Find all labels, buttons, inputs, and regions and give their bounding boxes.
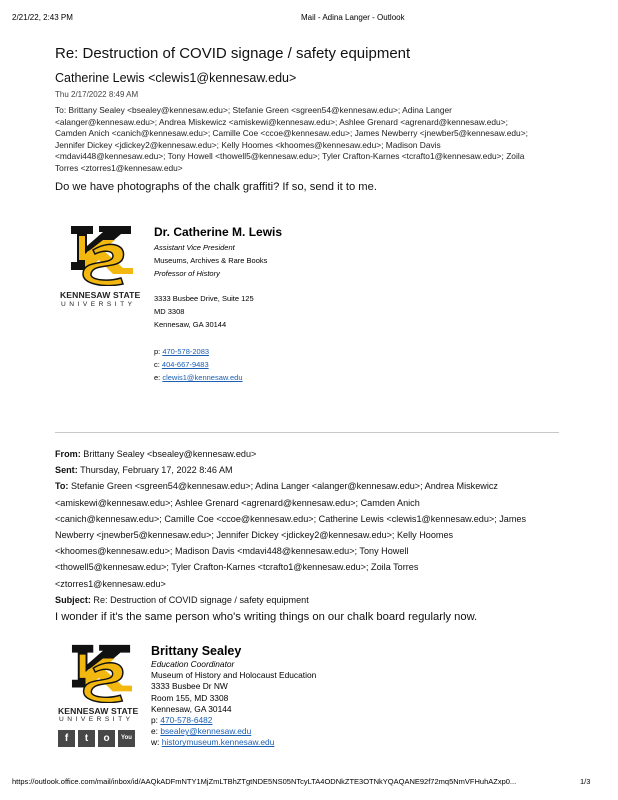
divider xyxy=(55,432,559,433)
forwarded-header xyxy=(55,446,565,608)
sig-web xyxy=(151,737,316,748)
email-link[interactable]: clewis1@kennesaw.edu xyxy=(162,373,243,382)
fwd-to-line: <canich@kennesaw.edu>; Camille Coe <ccoe@kennesaw.edu>; Catherine Lewis <clewis1@kennesaw.edu>; James xyxy=(55,513,527,524)
facebook-icon[interactable]: f xyxy=(58,730,75,747)
fwd-to-line: <khoomes@kennesaw.edu>; Madison Davis <mdavi448@kennesaw.edu>; Tony Howell xyxy=(55,546,409,557)
sig-address-line: MD 3308 xyxy=(154,307,185,316)
sent-value: Thursday, February 17, 2022 8:46 AM xyxy=(77,465,233,476)
recipients-line: Camden Anich <canich@kennesaw.edu>; Camille Coe <ccoe@kennesaw.edu>; James Newberry <jnewber5@kennesaw.edu>; xyxy=(55,128,528,139)
ksu-logo-mark-icon xyxy=(63,641,141,703)
from-label: From: xyxy=(55,449,81,459)
page-number: 1/3 xyxy=(580,777,591,786)
ksu-logo-text: KENNESAW STATE xyxy=(58,706,139,716)
email-sender[interactable]: Catherine Lewis <clewis1@kennesaw.edu> xyxy=(55,71,297,85)
sig1-contacts xyxy=(154,345,243,384)
print-url: https://outlook.office.com/mail/inbox/id/AAQkADFmNTY1MjZmLTBhZTgtNDE5NS05NTcyLTA4ODNkZTE3OTNkYQAQANE92f72mq5NmVFHuhAZxp0... xyxy=(12,777,517,786)
phone-link[interactable]: 470-578-2083 xyxy=(162,347,210,356)
sent-label: Sent: xyxy=(55,465,78,476)
sig-email xyxy=(154,371,243,384)
phone-label: p: xyxy=(154,347,163,356)
print-timestamp: 2/21/22, 2:43 PM xyxy=(12,13,73,22)
sig-address-line: Kennesaw, GA 30144 xyxy=(151,703,232,714)
fwd-to-line: <thowell5@kennesaw.edu>; Tyler Crafton-Karnes <tcrafto1@kennesaw.edu>; Zoila Torres xyxy=(55,562,419,573)
email-label: e: xyxy=(154,373,163,382)
sig-address-line: 3333 Busbee Drive, Suite 125 xyxy=(154,294,254,303)
sig-phone xyxy=(151,715,316,726)
phone-link[interactable]: 470-578-6482 xyxy=(160,715,213,726)
to-label: To: xyxy=(55,481,69,492)
signature2 xyxy=(151,644,316,749)
youtube-icon[interactable]: You xyxy=(118,730,135,747)
ksu-logo-text: KENNESAW STATE xyxy=(60,290,141,300)
subject-label: Subject: xyxy=(55,594,91,605)
ksu-logo xyxy=(63,222,141,286)
sig-name: Brittany Sealey xyxy=(151,644,242,658)
sig-email xyxy=(151,726,316,737)
sig1-address xyxy=(154,292,254,331)
ksu-logo-subtext: UNIVERSITY xyxy=(59,716,134,723)
sig-name: Dr. Catherine M. Lewis xyxy=(154,225,283,239)
sig-address-line: Room 155, MD 3308 xyxy=(151,692,229,703)
ksu-logo-subtext: UNIVERSITY xyxy=(61,301,136,308)
email-link[interactable]: bsealey@kennesaw.edu xyxy=(160,726,252,737)
fwd-to-line: Newberry <jnewber5@kennesaw.edu>; Jennifer Dickey <jdickey2@kennesaw.edu>; Kelly Hoomes xyxy=(55,530,454,541)
email-label: e: xyxy=(151,726,161,737)
cell-label: c: xyxy=(154,360,162,369)
cell-link[interactable]: 404-667-9483 xyxy=(161,360,209,369)
web-label: w: xyxy=(151,737,162,748)
email-recipients xyxy=(55,105,563,175)
sig-address-line: Kennesaw, GA 30144 xyxy=(154,320,227,329)
fwd-to-line: <ztorres1@kennesaw.edu> xyxy=(55,578,166,589)
fwd-subject xyxy=(55,592,565,608)
sig2-details xyxy=(151,659,316,749)
ksu-logo xyxy=(63,641,141,703)
recipients-line: Torres <ztorres1@kennesaw.edu> xyxy=(55,162,183,173)
sig-address-line: 3333 Busbee Dr NW xyxy=(151,681,228,692)
print-title: Mail - Adina Langer - Outlook xyxy=(301,13,405,22)
twitter-icon[interactable]: t xyxy=(78,730,95,747)
fwd-to-line: <amiskewi@kennesaw.edu>; Ashlee Grenard <agrenard@kennesaw.edu>; Camden Anich xyxy=(55,497,420,508)
sig-title: Assistant Vice President xyxy=(154,243,235,252)
email-body: Do we have photographs of the chalk graffiti? If so, send it to me. xyxy=(55,181,377,193)
from-value: Brittany Sealey <bsealey@kennesaw.edu> xyxy=(80,449,257,459)
fwd-from xyxy=(55,446,565,462)
sig-title: Education Coordinator xyxy=(151,659,235,669)
signature1 xyxy=(154,225,282,280)
recipients-line: To: Brittany Sealey <bsealey@kennesaw.edu>; Stefanie Green <sgreen54@kennesaw.edu>; Adina Langer xyxy=(55,105,452,115)
to-value: Stefanie Green <sgreen54@kennesaw.edu>; Adina Langer <alanger@kennesaw.edu>; Andrea Miskewicz xyxy=(68,481,498,492)
social-icons xyxy=(58,730,135,747)
ksu-logo-mark-icon xyxy=(63,222,141,286)
email-date: Thu 2/17/2022 8:49 AM xyxy=(55,90,139,99)
sig-phone xyxy=(154,345,243,358)
fwd-to xyxy=(55,478,565,494)
fwd-sent xyxy=(55,462,565,478)
email-subject: Re: Destruction of COVID signage / safety equipment xyxy=(55,45,411,62)
sig-org: Museum of History and Holocaust Education xyxy=(151,670,317,681)
phone-label: p: xyxy=(151,715,161,726)
sig-role: Professor of History xyxy=(154,269,220,278)
forwarded-body: I wonder if it's the same person who's writing things on our chalk board regularly now. xyxy=(55,611,478,623)
web-link[interactable]: historymuseum.kennesaw.edu xyxy=(161,737,275,748)
recipients-line: <mdavi448@kennesaw.edu>; Tony Howell <thowell5@kennesaw.edu>; Tyler Crafton-Karnes <tcrafto1@kennesaw.edu>; Zoila xyxy=(55,151,525,162)
recipients-line: <alanger@kennesaw.edu>; Andrea Miskewicz <amiskewi@kennesaw.edu>; Ashlee Grenard <agrenard@kennesaw.edu>; xyxy=(55,116,508,127)
instagram-icon[interactable]: o xyxy=(98,730,115,747)
subject-value: Re: Destruction of COVID signage / safety equipment xyxy=(90,594,309,605)
sig-cell xyxy=(154,358,243,371)
sig-dept: Museums, Archives & Rare Books xyxy=(154,256,268,265)
recipients-line: Jennifer Dickey <jdickey2@kennesaw.edu>; Kelly Hoomes <khoomes@kennesaw.edu>; Madison Davis xyxy=(55,139,441,150)
